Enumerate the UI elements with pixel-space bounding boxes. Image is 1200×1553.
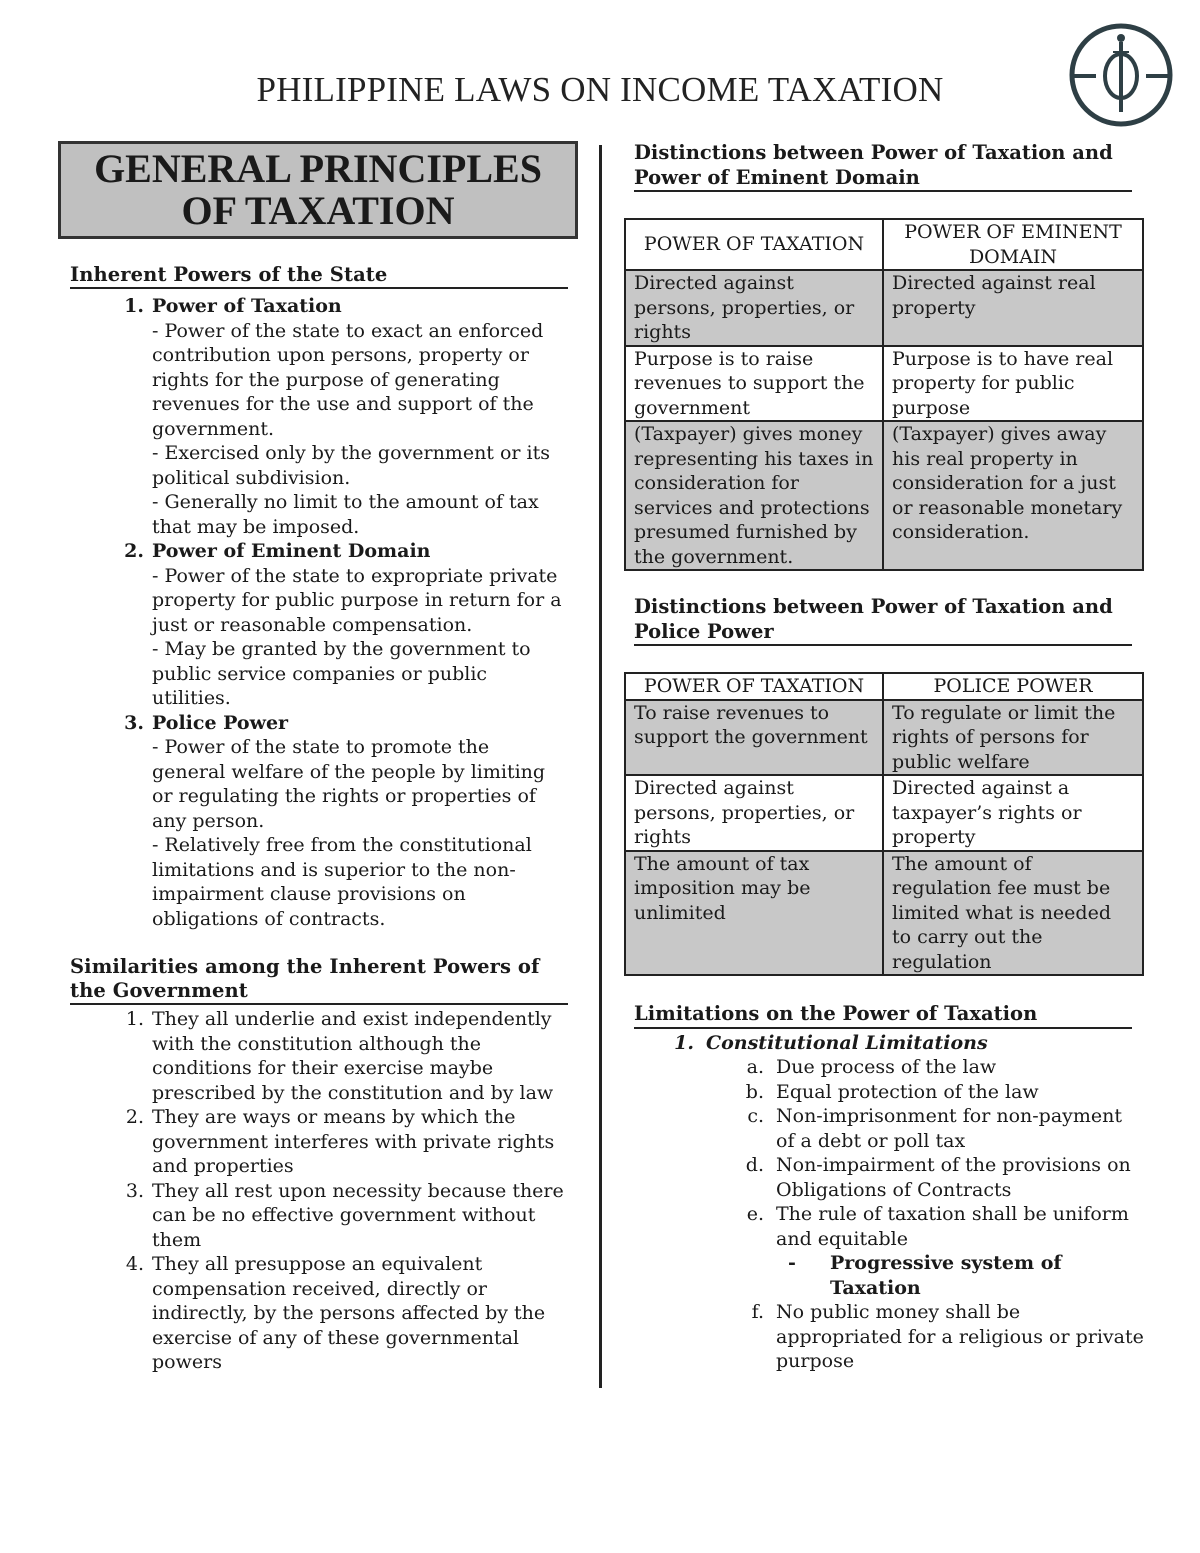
list-item: 2. Power of Eminent Domain - Power of the state to expropriate private property for public purpose in return for a just or reasonable compensation. - May be granted by the government to public service companies or public utilities. <box>70 539 568 711</box>
eminent-domain-table <box>624 218 1144 571</box>
table-header: POWER OF EMINENT DOMAIN <box>883 219 1143 270</box>
list-item: b. Equal protection of the law <box>745 1080 1039 1103</box>
list-item: c. Non-imprisonment for non-payment of a debt or poll tax <box>747 1105 1123 1152</box>
police-power-table <box>624 672 1144 976</box>
list-item: e. The rule of taxation shall be uniform and equitable - Progressive system of Taxation <box>624 1202 1144 1300</box>
document-title: PHILIPPINE LAWS ON INCOME TAXATION <box>256 70 944 109</box>
item-heading: Power of Taxation <box>152 295 342 317</box>
table-row: Directed against persons, properties, or rights Directed against real property <box>625 270 1143 346</box>
right-column <box>624 141 1144 1374</box>
table-row: Purpose is to raise revenues to support the government Purpose is to have real property for public purpose <box>625 346 1143 422</box>
section-title-box <box>58 141 578 239</box>
list-item: f. No public money shall be appropriated for a religious or private purpose <box>751 1301 1144 1372</box>
list-item: 4. They all presuppose an equivalent compensation received, directly or indirectly, by the persons affected by the exercise of any of these governmental powers <box>125 1253 546 1373</box>
limitations-heading: Limitations on the Power of Taxation <box>634 1002 1132 1029</box>
table-header: POLICE POWER <box>883 673 1143 700</box>
inherent-powers-list <box>70 294 568 931</box>
emblem-logo <box>1068 22 1174 128</box>
section-title-line2: OF TAXATION <box>181 188 455 233</box>
police-power-heading: Distinctions between Power of Taxation and Police Power <box>634 595 1132 646</box>
inherent-powers-heading: Inherent Powers of the State <box>70 263 568 289</box>
list-item: d. Non-impairment of the provisions on Obligations of Contracts <box>745 1154 1131 1201</box>
constitutional-limitations-heading: 1. Constitutional Limitations <box>674 1031 988 1054</box>
item-heading: Police Power <box>152 711 289 734</box>
list-item: a. Due process of the law <box>746 1056 997 1078</box>
progressive-subpoint: - Progressive system of Taxation <box>788 1252 1062 1299</box>
list-item: 2. They are ways or means by which the government interferes with private rights and properties <box>125 1106 555 1177</box>
column-divider <box>599 145 602 1388</box>
eminent-domain-heading: Distinctions between Power of Taxation and Power of Eminent Domain <box>634 141 1132 192</box>
table-header-row <box>625 673 1143 700</box>
section-title-line1: GENERAL PRINCIPLES <box>94 146 542 191</box>
list-item: 3. Police Power - Power of the state to promote the general welfare of the people by limiting or regulating the rights or properties of any person. - Relatively free from the constitutional limitations and is superior to the non-impairment clause provisions on obligations of contracts. <box>70 711 568 932</box>
left-column <box>58 141 578 1375</box>
table-header: POWER OF TAXATION <box>625 673 883 700</box>
item-heading: Power of Eminent Domain <box>152 540 431 562</box>
list-item: 3. They all rest upon necessity because there can be no effective government without them <box>125 1179 564 1251</box>
similarities-heading: Similarities among the Inherent Powers of the Government <box>70 955 568 1005</box>
table-header-row <box>625 219 1143 270</box>
table-header: POWER OF TAXATION <box>625 219 883 270</box>
list-item: 1. They all underlie and exist independently with the constitution although the conditions for their exercise maybe prescribed by the constitution and by law <box>125 1008 554 1104</box>
table-row: (Taxpayer) gives money representing his taxes in consideration for services and protections presumed furnished by the government. (Taxpayer) gives away his real property in consideration for a just or reasonable monetary consideration. <box>625 421 1143 570</box>
similarities-list <box>70 1007 568 1375</box>
table-row: The amount of tax imposition may be unlimited The amount of regulation fee must be limited what is needed to carry out the regulation <box>625 851 1143 976</box>
table-row: Directed against persons, properties, or rights Directed against a taxpayer’s rights or property <box>625 775 1143 851</box>
constitutional-limitations-list <box>624 1055 1144 1374</box>
list-item: 1. Power of Taxation - Power of the state to exact an enforced contribution upon persons, property or rights for the purpose of generating revenues for the use and support of the government. - Exercised only by the government or its political subdivision. - Generally no limit to the amount of tax that may be imposed. <box>70 294 568 539</box>
table-row: To raise revenues to support the government To regulate or limit the rights of persons for public welfare <box>625 700 1143 776</box>
